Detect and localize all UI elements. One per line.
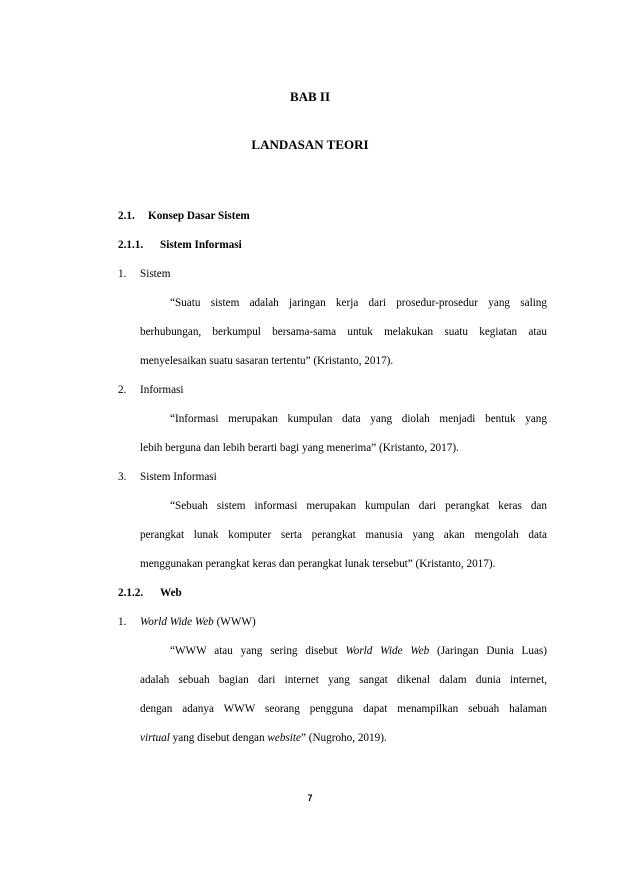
list-title-rest: (WWW): [213, 616, 256, 628]
list-title: Sistem Informasi: [140, 471, 217, 483]
text-run-italic: website: [267, 732, 301, 744]
chapter-title: LANDASAN TEORI: [251, 137, 369, 152]
list-number: 3.: [118, 471, 127, 483]
text-run: ” (Nugroho, 2019).: [300, 732, 387, 744]
list-title: Informasi: [140, 384, 184, 396]
paragraph-line: menggunakan perangkat keras dan perangkat lunak tersebut” (Kristanto, 2017).: [140, 558, 496, 570]
paragraph-line: “Informasi merupakan kumpulan data yang diolah menjadi bentuk yang: [170, 413, 547, 425]
paragraph-line: lebih berguna dan lebih berarti bagi yang menerima” (Kristanto, 2017).: [140, 442, 459, 454]
text-run-italic: World Wide Web: [345, 645, 430, 657]
paragraph-line: adalah sebuah bagian dari internet yang sangat dikenal dalam dunia internet,: [140, 674, 547, 686]
text-run: “WWW atau yang sering disebut: [170, 645, 346, 657]
page-number: 7: [307, 793, 313, 803]
section-title: Konsep Dasar Sistem: [148, 210, 250, 222]
paragraph-line: dengan adanya WWW seorang pengguna dapat menampilkan sebuah halaman: [140, 703, 547, 715]
list-number: 1.: [118, 268, 127, 280]
list-title-italic: World Wide Web: [140, 616, 214, 628]
paragraph-line: [170, 644, 547, 658]
chapter-label: BAB II: [289, 89, 331, 104]
list-number: 1.: [118, 616, 127, 628]
paragraph-line: perangkat lunak komputer serta perangkat manusia yang akan mengolah data: [140, 529, 547, 541]
paragraph-line: “Sebuah sistem informasi merupakan kumpulan dari perangkat keras dan: [170, 500, 547, 512]
subsection-number: 2.1.2.: [118, 587, 144, 599]
list-title: [140, 615, 256, 629]
paragraph-line: berhubungan, berkumpul bersama-sama untuk melakukan suatu kegiatan atau: [140, 326, 547, 338]
paragraph-line: “Suatu sistem adalah jaringan kerja dari prosedur-prosedur yang saling: [170, 297, 547, 309]
section-number: 2.1.: [118, 210, 135, 222]
paragraph-line: menyelesaikan suatu sasaran tertentu” (Kristanto, 2017).: [140, 355, 394, 367]
list-number: 2.: [118, 384, 127, 396]
text-run-italic: virtual: [140, 732, 170, 744]
subsection-number: 2.1.1.: [118, 239, 144, 251]
subsection-title: Web: [160, 587, 182, 599]
text-run: yang disebut dengan: [169, 732, 268, 744]
subsection-title: Sistem Informasi: [160, 239, 242, 251]
list-title: Sistem: [140, 268, 171, 280]
paragraph-line: [140, 731, 547, 745]
text-run: (Jaringan Dunia Luas): [429, 645, 547, 657]
